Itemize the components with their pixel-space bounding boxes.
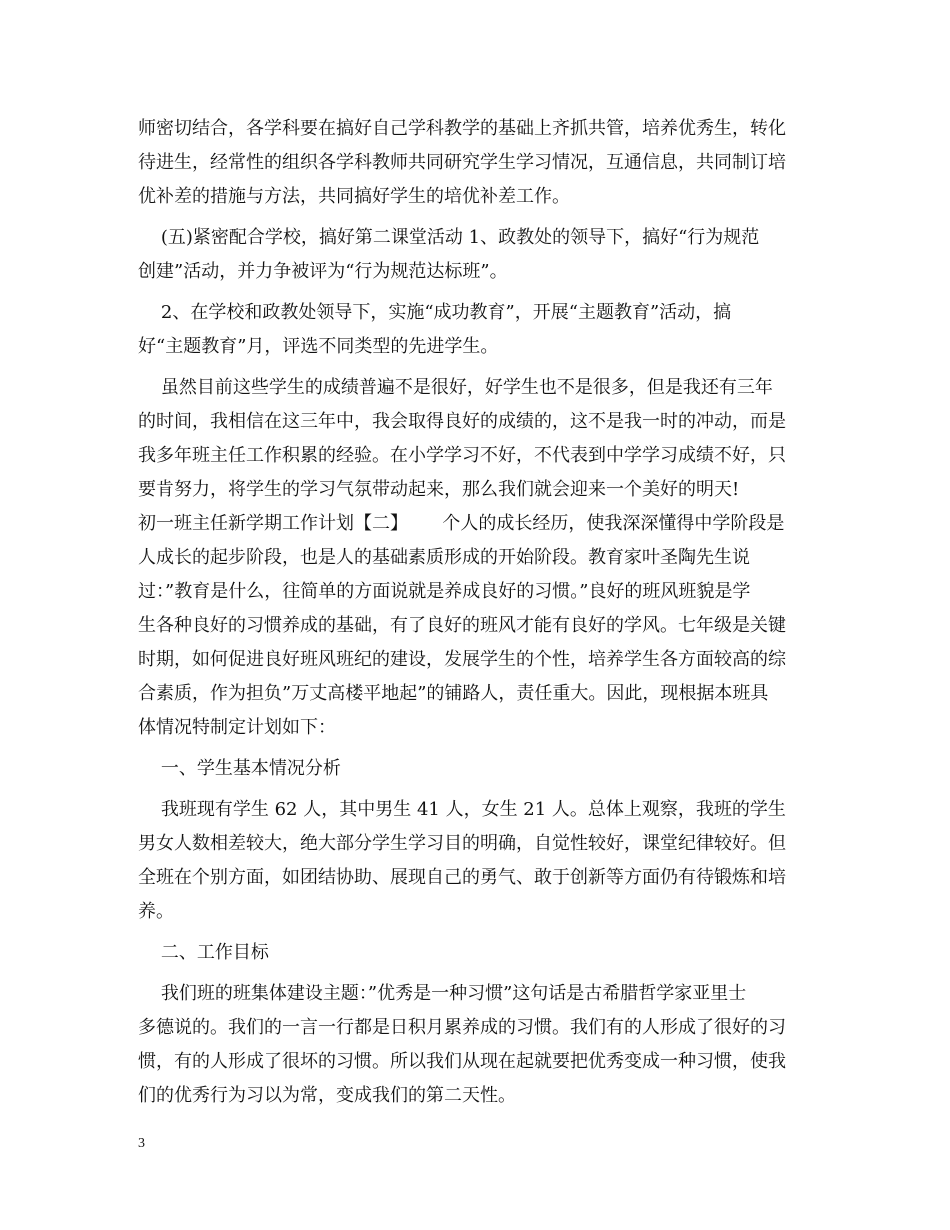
text-line: 生各种良好的习惯养成的基础，有了良好的班风才能有良好的学风。七年级是关键 (138, 615, 786, 636)
text-line: 一、学生基本情况分析 (138, 758, 341, 779)
text-line: 待进生，经常性的组织各学科教师共同研究学生学习情况，互通信息，共同制订培 (138, 152, 786, 173)
paragraph (138, 112, 813, 214)
text-line: 优补差的措施与方法，共同搞好学生的培优补差工作。 (138, 186, 570, 207)
paragraph (138, 977, 813, 1113)
paragraph-gap (138, 929, 813, 936)
text-line: 我们班的班集体建设主题：”优秀是一种习惯”这句话是古希腊哲学家亚里士 (138, 983, 747, 1004)
text-line: 2、在学校和政教处领导下，实施“成功教育”，开展“主题教育”活动，搞 (138, 302, 732, 323)
paragraph-gap (138, 214, 813, 221)
text-line: 创建”活动，并力争被评为“行为规范达标班”。 (138, 261, 508, 282)
text-line: 我多年班主任工作积累的经验。在小学学习不好，不代表到中学学习成绩不好，只 (138, 445, 786, 466)
paragraph-gap (138, 970, 813, 977)
text-line: 体情况特制定计划如下： (138, 717, 336, 738)
paragraph-gap (138, 745, 813, 752)
text-line: (五)紧密配合学校，搞好第二课堂活动 1、政教处的领导下，搞好“行为规范 (138, 227, 760, 248)
document-body (138, 112, 813, 1113)
text-line: 全班在个别方面，如团结协助、展现自己的勇气、敢于创新等方面仍有待锻炼和培 (138, 867, 786, 888)
paragraph (138, 936, 813, 970)
text-line: 们的优秀行为习以为常，变成我们的第二天性。 (138, 1085, 516, 1106)
text-line: 师密切结合，各学科要在搞好自己学科教学的基础上齐抓共管，培养优秀生，转化 (138, 118, 786, 139)
text-line: 多德说的。我们的一言一行都是日积月累养成的习惯。我们有的人形成了很好的习 (138, 1017, 786, 1038)
page-number: 3 (138, 1136, 145, 1151)
paragraph-gap (138, 364, 813, 371)
text-line: 要肯努力，将学生的学习气氛带动起来，那么我们就会迎来一个美好的明天! (138, 479, 740, 500)
paragraph (138, 296, 813, 364)
text-line: 初一班主任新学期工作计划【二】 个人的成长经历，使我深深懂得中学阶段是 (138, 513, 785, 534)
text-line: 我班现有学生 62 人，其中男生 41 人，女生 21 人。总体上观察，我班的学生 (138, 799, 786, 820)
text-line: 人成长的起步阶段，也是人的基础素质形成的开始阶段。教育家叶圣陶先生说 (138, 547, 750, 568)
paragraph (138, 371, 813, 745)
text-line: 惯，有的人形成了很坏的习惯。所以我们从现在起就要把优秀变成一种习惯，使我 (138, 1051, 786, 1072)
paragraph (138, 752, 813, 786)
text-line: 虽然目前这些学生的成绩普遍不是很好，好学生也不是很多，但是我还有三年 (138, 377, 773, 398)
paragraph (138, 793, 813, 929)
text-line: 的时间，我相信在这三年中，我会取得良好的成绩的，这不是我一时的冲动，而是 (138, 411, 786, 432)
paragraph-gap (138, 289, 813, 296)
text-line: 养。 (138, 901, 174, 922)
text-line: 过：”教育是什么，往简单的方面说就是养成良好的习惯。”良好的班风班貌是学 (138, 581, 751, 602)
text-line: 时期，如何促进良好班风班纪的建设，发展学生的个性，培养学生各方面较高的综 (138, 649, 786, 670)
text-line: 男女人数相差较大，绝大部分学生学习目的明确，自觉性较好，课堂纪律较好。但 (138, 833, 786, 854)
text-line: 好“主题教育”月，评选不同类型的先进学生。 (138, 336, 499, 357)
paragraph-gap (138, 786, 813, 793)
paragraph (138, 221, 813, 289)
text-line: 合素质，作为担负”万丈高楼平地起”的铺路人，责任重大。因此，现根据本班具 (138, 683, 769, 704)
text-line: 二、工作目标 (138, 942, 269, 963)
